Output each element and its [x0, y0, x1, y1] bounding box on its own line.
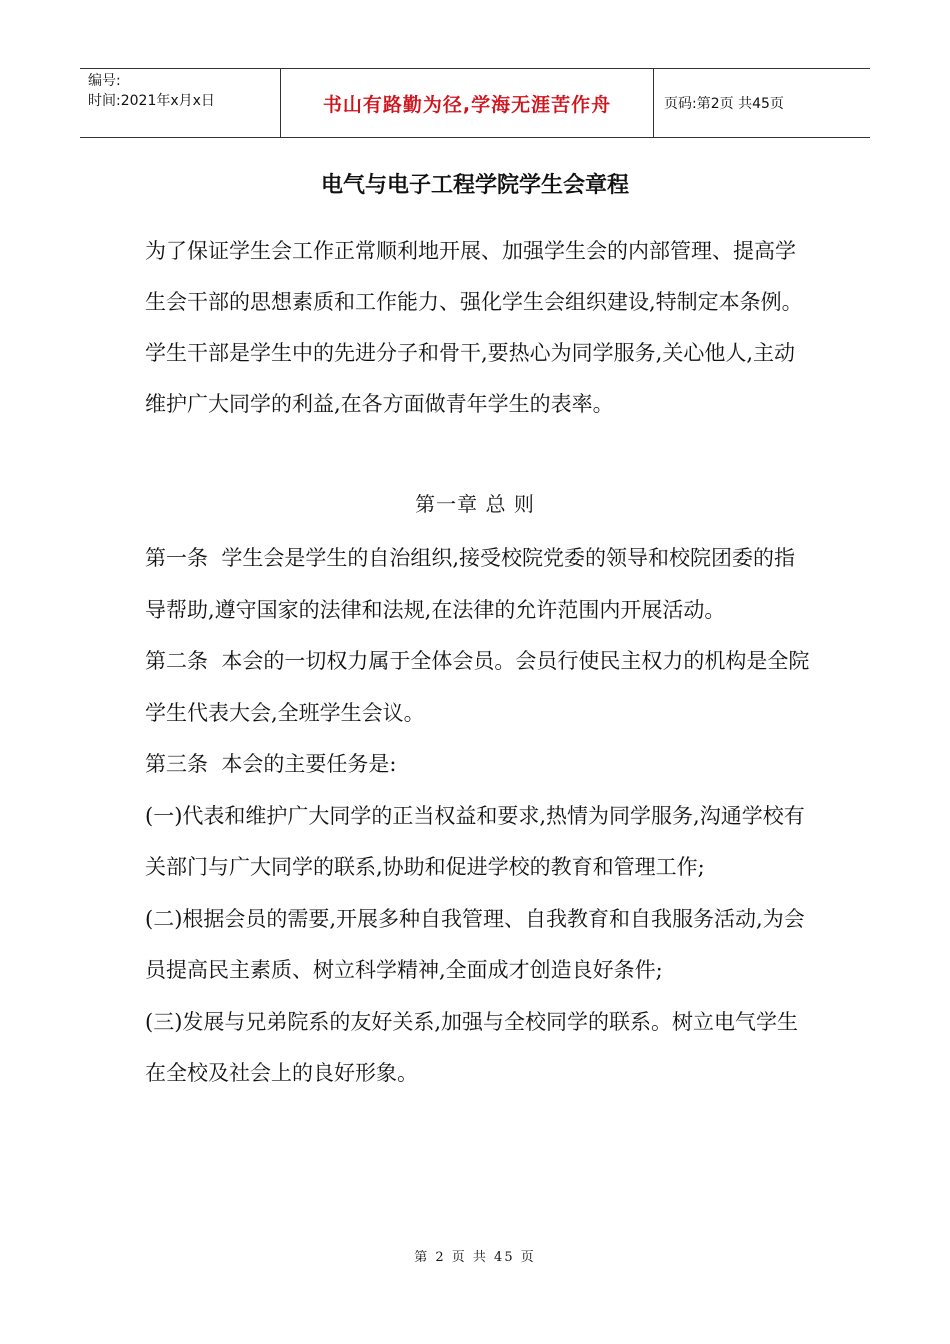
- document-header: [80, 68, 870, 138]
- document-title: 电气与电子工程学院学生会章程: [320, 173, 629, 198]
- header-page-info: 页码:第2页 共45页: [664, 96, 784, 112]
- task-item-3: (三)发展与兄弟院系的友好关系,加强与全校同学的联系。树立电气学生在全校及社会上的良好形象。: [145, 1009, 799, 1085]
- header-motto: 书山有路勤为径,学海无涯苦作舟: [281, 69, 654, 137]
- intro-paragraph: 为了保证学生会工作正常顺利地开展、加强学生会的内部管理、提高学生会干部的思想素质和工作能力、强化学生会组织建设,特制定本条例。学生干部是学生中的先进分子和骨干,要热心为同学服务,关心他人,主动维护广大同学的利益,在各方面做青年学生的表率。: [145, 239, 803, 416]
- page-footer: 第 2 页 共 45 页: [414, 1250, 536, 1265]
- header-meta: [80, 69, 281, 137]
- chapter-heading: 第一章 总 则: [415, 492, 535, 516]
- task-item-2: (二)根据会员的需要,开展多种自我管理、自我教育和自我服务活动,为会员提高民主素质、树立科学精神,全面成才创造良好条件;: [145, 906, 805, 982]
- article-1: 第一条 学生会是学生的自治组织,接受校院党委的领导和校院团委的指导帮助,遵守国家的法律和法规,在法律的允许范围内开展活动。: [145, 546, 796, 622]
- article-3: 第三条 本会的主要任务是:: [145, 752, 397, 776]
- number-label: 编号:: [88, 73, 121, 89]
- time-label: 时间:2021年x月x日: [88, 93, 215, 109]
- articles-section: [145, 533, 810, 1100]
- article-2: 第二条 本会的一切权力属于全体会员。会员行使民主权力的机构是全院学生代表大会,全班学生会议。: [145, 649, 810, 725]
- task-item-1: (一)代表和维护广大同学的正当权益和要求,热情为同学服务,沟通学校有关部门与广大同学的联系,协助和促进学校的教育和管理工作;: [145, 803, 805, 879]
